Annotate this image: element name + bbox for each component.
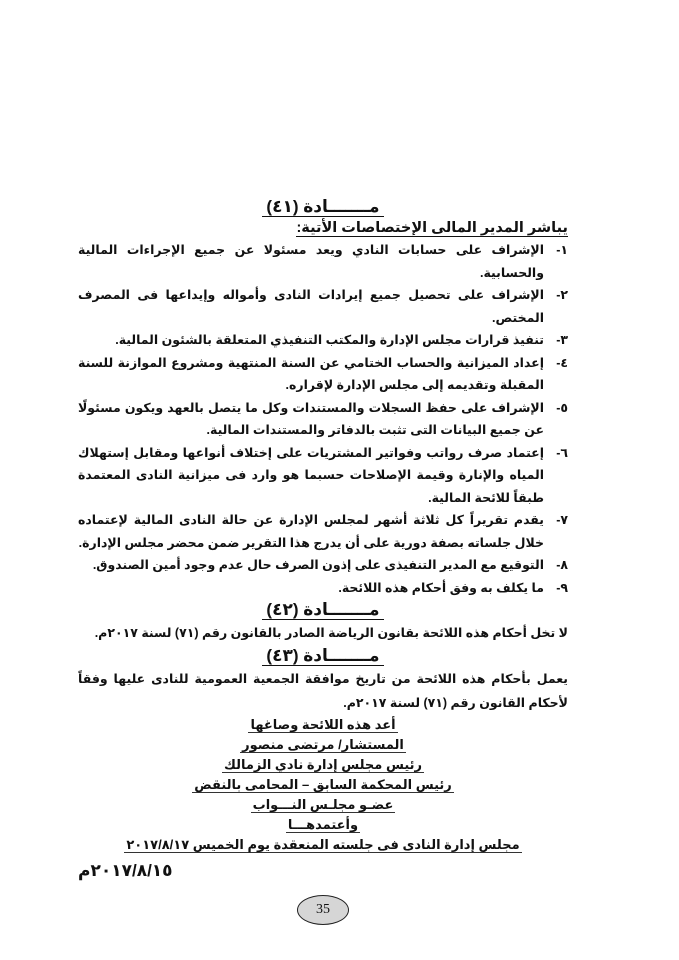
signature-line: مجلس إدارة النادى فى جلسته المنعقدة يوم الخميس ٢٠١٧/٨/١٧ (126, 837, 520, 852)
signature-line: وأعتمدهـــا (287, 817, 359, 832)
list-item: ٦- إعتماد صرف رواتب وفواتير المشتريات على إختلاف أنواعها ومقابل إستهلاك المياه والإنارة وقيمة الإصلاحات حسبما هو وارد فى ميزانية النادى المعتمدة طبقاً للائحة المالية. (78, 445, 568, 505)
article-41-heading: مـــــــادة (٤١) (78, 196, 568, 218)
list-item: ٨- التوقيع مع المدير التنفيذى على إذون الصرف حال عدم وجود أمين الصندوق. (92, 558, 568, 572)
article-43-text: يعمل بأحكام هذه اللائحة من تاريخ موافقة الجمعية العمومية للنادى عليها وفقاً لأحكام القانون رقم (٧١) لسنة ٢٠١٧م. (78, 672, 568, 710)
signature-line: المستشار/ مرتضى منصور (242, 737, 404, 752)
document-page (78, 0, 568, 945)
article-41-intro: يباشر المدير المالى الإختصاصات الأتية: (296, 220, 568, 236)
list-item: ٧- يقدم تقريراً كل ثلاثة أشهر لمجلس الإدارة عن حالة النادى المالية لإعتماده خلال جلساته بصفة دورية على أن يدرج هذا التقرير ضمن محضر مجلس الإدارة. (78, 513, 568, 550)
article-42-text: لا تخل أحكام هذه اللائحة بقانون الرياضة الصادر بالقانون رقم (٧١) لسنة ٢٠١٧م. (94, 626, 568, 640)
signature-line: أعد هذه اللائحة وصاغها (250, 717, 396, 732)
signature-line: رئيس مجلس إدارة نادي الزمالك (223, 757, 423, 772)
signature-line: عضـو مجلـس النـــواب (252, 797, 394, 812)
list-item: ٣- تنفيذ قرارات مجلس الإدارة والمكتب التنفيذي المتعلقة بالشئون المالية. (115, 333, 568, 347)
document-date: ٢٠١٧/٨/١٥م (78, 861, 173, 880)
list-item: ١- الإشراف على حسابات النادي ويعد مسئولا عن جميع الإجراءات المالية والحسابية. (78, 243, 568, 280)
signature-line: رئيس المحكمة السابق – المحامى بالنقض (194, 777, 452, 792)
list-item: ٤- إعداد الميزانية والحساب الختامي عن السنة المنتهية ومشروع الموازنة للسنة المقبلة وتقديمه إلى مجلس الإدارة لإقراره. (78, 355, 568, 392)
list-item: ٩- ما يكلف به وفق أحكام هذه اللائحة. (338, 580, 568, 595)
page-number-container (78, 895, 568, 945)
page-number: 35 (297, 895, 349, 925)
list-item: ٢- الإشراف على تحصيل جميع إيرادات النادى وأمواله وإيداعها فى المصرف المختص. (78, 288, 568, 325)
article-42-heading: مـــــــادة (٤٢) (78, 599, 568, 621)
list-item: ٥- الإشراف على حفظ السجلات والمستندات وكل ما يتصل بالعهد ويكون مسئولًا عن جميع البيانات التى تثبت بالدفاتر والمستندات المالية. (78, 400, 568, 437)
article-43-heading: مـــــــادة (٤٣) (78, 645, 568, 667)
